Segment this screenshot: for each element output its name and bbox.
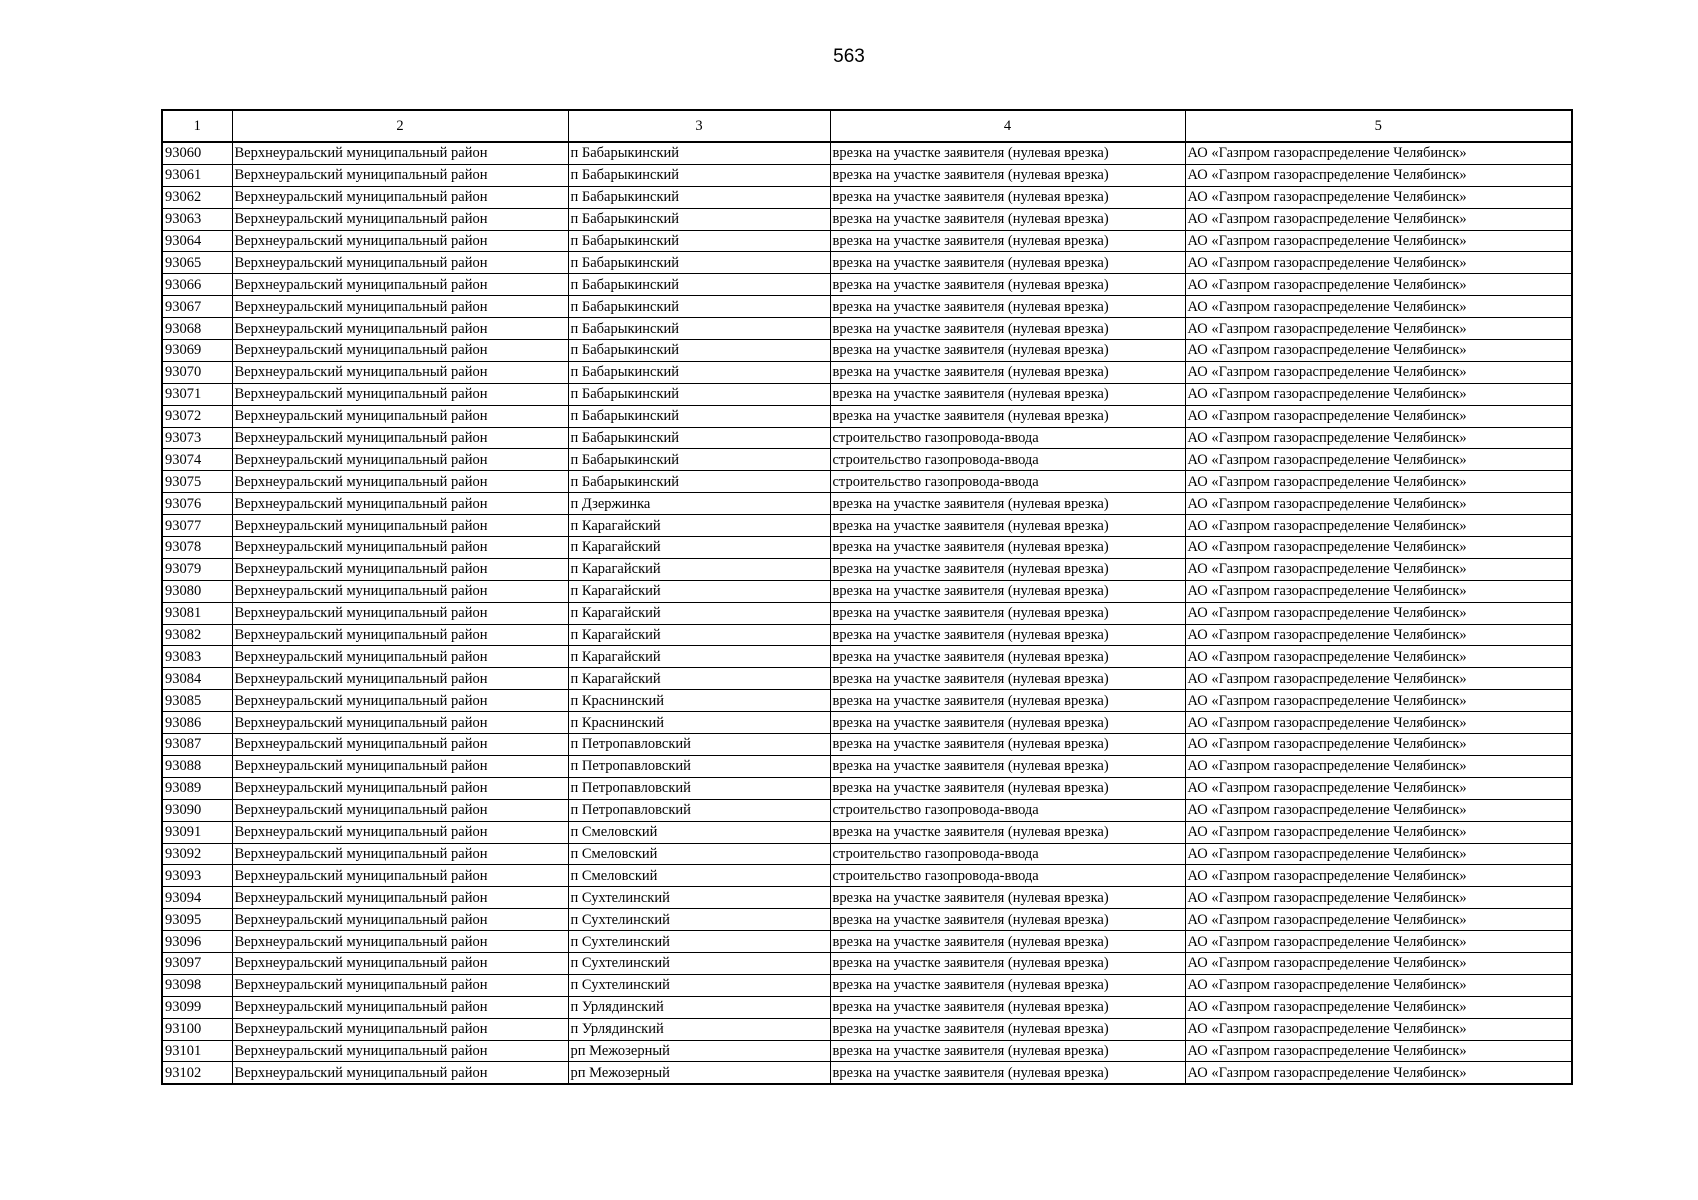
table-row [162, 427, 1572, 449]
settlement-cell: п Бабарыкинский [568, 361, 830, 383]
settlement-cell: рп Межозерный [568, 1062, 830, 1084]
settlement-cell: п Карагайский [568, 537, 830, 559]
table-row [162, 755, 1572, 777]
table-row [162, 1062, 1572, 1084]
settlement-cell: п Сухтелинский [568, 952, 830, 974]
row-number-cell: 93087 [162, 734, 232, 756]
row-number-cell: 93081 [162, 602, 232, 624]
table-row [162, 602, 1572, 624]
settlement-cell: п Урлядинский [568, 996, 830, 1018]
organization-cell: АО «Газпром газораспределение Челябинск» [1185, 1062, 1572, 1084]
work-type-cell: строительство газопровода-ввода [830, 427, 1185, 449]
table-row [162, 493, 1572, 515]
district-cell: Верхнеуральский муниципальный район [232, 208, 568, 230]
organization-cell: АО «Газпром газораспределение Челябинск» [1185, 537, 1572, 559]
table-row [162, 843, 1572, 865]
header-row [162, 110, 1572, 142]
work-type-cell: строительство газопровода-ввода [830, 843, 1185, 865]
settlement-cell: п Бабарыкинский [568, 142, 830, 164]
settlement-cell: п Петропавловский [568, 777, 830, 799]
work-type-cell: врезка на участке заявителя (нулевая врезка) [830, 974, 1185, 996]
table-row [162, 887, 1572, 909]
organization-cell: АО «Газпром газораспределение Челябинск» [1185, 515, 1572, 537]
row-number-cell: 93084 [162, 668, 232, 690]
row-number-cell: 93100 [162, 1018, 232, 1040]
organization-cell: АО «Газпром газораспределение Челябинск» [1185, 230, 1572, 252]
row-number-cell: 93067 [162, 296, 232, 318]
work-type-cell: врезка на участке заявителя (нулевая врезка) [830, 690, 1185, 712]
row-number-cell: 93101 [162, 1040, 232, 1062]
table-body [162, 142, 1572, 1084]
settlement-cell: п Карагайский [568, 580, 830, 602]
settlement-cell: рп Межозерный [568, 1040, 830, 1062]
table-row [162, 558, 1572, 580]
work-type-cell: строительство газопровода-ввода [830, 449, 1185, 471]
row-number-cell: 93068 [162, 318, 232, 340]
organization-cell: АО «Газпром газораспределение Челябинск» [1185, 974, 1572, 996]
row-number-cell: 93064 [162, 230, 232, 252]
row-number-cell: 93086 [162, 712, 232, 734]
organization-cell: АО «Газпром газораспределение Челябинск» [1185, 361, 1572, 383]
settlement-cell: п Бабарыкинский [568, 208, 830, 230]
row-number-cell: 93083 [162, 646, 232, 668]
row-number-cell: 93060 [162, 142, 232, 164]
organization-cell: АО «Газпром газораспределение Челябинск» [1185, 821, 1572, 843]
work-type-cell: врезка на участке заявителя (нулевая врезка) [830, 668, 1185, 690]
registry-table [161, 109, 1573, 1085]
row-number-cell: 93082 [162, 624, 232, 646]
organization-cell: АО «Газпром газораспределение Челябинск» [1185, 1018, 1572, 1040]
work-type-cell: врезка на участке заявителя (нулевая врезка) [830, 296, 1185, 318]
work-type-cell: строительство газопровода-ввода [830, 865, 1185, 887]
table-row [162, 646, 1572, 668]
row-number-cell: 93080 [162, 580, 232, 602]
district-cell: Верхнеуральский муниципальный район [232, 821, 568, 843]
district-cell: Верхнеуральский муниципальный район [232, 361, 568, 383]
settlement-cell: п Бабарыкинский [568, 405, 830, 427]
table-row [162, 340, 1572, 362]
organization-cell: АО «Газпром газораспределение Челябинск» [1185, 449, 1572, 471]
work-type-cell: врезка на участке заявителя (нулевая врезка) [830, 164, 1185, 186]
work-type-cell: врезка на участке заявителя (нулевая врезка) [830, 274, 1185, 296]
organization-cell: АО «Газпром газораспределение Челябинск» [1185, 996, 1572, 1018]
settlement-cell: п Карагайский [568, 646, 830, 668]
work-type-cell: врезка на участке заявителя (нулевая врезка) [830, 580, 1185, 602]
row-number-cell: 93077 [162, 515, 232, 537]
table-row [162, 668, 1572, 690]
table-row [162, 186, 1572, 208]
work-type-cell: врезка на участке заявителя (нулевая врезка) [830, 1018, 1185, 1040]
work-type-cell: врезка на участке заявителя (нулевая врезка) [830, 537, 1185, 559]
settlement-cell: п Смеловский [568, 821, 830, 843]
table-row [162, 252, 1572, 274]
organization-cell: АО «Газпром газораспределение Челябинск» [1185, 471, 1572, 493]
settlement-cell: п Бабарыкинский [568, 252, 830, 274]
organization-cell: АО «Газпром газораспределение Челябинск» [1185, 602, 1572, 624]
settlement-cell: п Карагайский [568, 602, 830, 624]
work-type-cell: врезка на участке заявителя (нулевая врезка) [830, 624, 1185, 646]
work-type-cell: врезка на участке заявителя (нулевая врезка) [830, 318, 1185, 340]
work-type-cell: врезка на участке заявителя (нулевая врезка) [830, 712, 1185, 734]
settlement-cell: п Карагайский [568, 558, 830, 580]
row-number-cell: 93089 [162, 777, 232, 799]
settlement-cell: п Смеловский [568, 843, 830, 865]
table-row [162, 274, 1572, 296]
table-row [162, 405, 1572, 427]
table-row [162, 1040, 1572, 1062]
district-cell: Верхнеуральский муниципальный район [232, 712, 568, 734]
settlement-cell: п Сухтелинский [568, 931, 830, 953]
row-number-cell: 93076 [162, 493, 232, 515]
work-type-cell: врезка на участке заявителя (нулевая врезка) [830, 142, 1185, 164]
work-type-cell: врезка на участке заявителя (нулевая врезка) [830, 493, 1185, 515]
organization-cell: АО «Газпром газораспределение Челябинск» [1185, 712, 1572, 734]
district-cell: Верхнеуральский муниципальный район [232, 515, 568, 537]
row-number-cell: 93091 [162, 821, 232, 843]
work-type-cell: врезка на участке заявителя (нулевая врезка) [830, 361, 1185, 383]
settlement-cell: п Сухтелинский [568, 909, 830, 931]
table-row [162, 690, 1572, 712]
row-number-cell: 93063 [162, 208, 232, 230]
row-number-cell: 93094 [162, 887, 232, 909]
organization-cell: АО «Газпром газораспределение Челябинск» [1185, 952, 1572, 974]
settlement-cell: п Бабарыкинский [568, 318, 830, 340]
district-cell: Верхнеуральский муниципальный район [232, 471, 568, 493]
work-type-cell: врезка на участке заявителя (нулевая врезка) [830, 558, 1185, 580]
district-cell: Верхнеуральский муниципальный район [232, 164, 568, 186]
row-number-cell: 93070 [162, 361, 232, 383]
district-cell: Верхнеуральский муниципальный район [232, 318, 568, 340]
district-cell: Верхнеуральский муниципальный район [232, 580, 568, 602]
table-row [162, 537, 1572, 559]
settlement-cell: п Сухтелинский [568, 974, 830, 996]
row-number-cell: 93092 [162, 843, 232, 865]
table-row [162, 777, 1572, 799]
page-number: 563 [833, 46, 865, 67]
table-row [162, 208, 1572, 230]
district-cell: Верхнеуральский муниципальный район [232, 340, 568, 362]
work-type-cell: врезка на участке заявителя (нулевая врезка) [830, 777, 1185, 799]
district-cell: Верхнеуральский муниципальный район [232, 668, 568, 690]
organization-cell: АО «Газпром газораспределение Челябинск» [1185, 1040, 1572, 1062]
settlement-cell: п Петропавловский [568, 755, 830, 777]
district-cell: Верхнеуральский муниципальный район [232, 405, 568, 427]
organization-cell: АО «Газпром газораспределение Челябинск» [1185, 318, 1572, 340]
settlement-cell: п Урлядинский [568, 1018, 830, 1040]
district-cell: Верхнеуральский муниципальный район [232, 952, 568, 974]
row-number-cell: 93071 [162, 383, 232, 405]
district-cell: Верхнеуральский муниципальный район [232, 1062, 568, 1084]
district-cell: Верхнеуральский муниципальный район [232, 799, 568, 821]
work-type-cell: врезка на участке заявителя (нулевая врезка) [830, 909, 1185, 931]
organization-cell: АО «Газпром газораспределение Челябинск» [1185, 142, 1572, 164]
settlement-cell: п Бабарыкинский [568, 427, 830, 449]
row-number-cell: 93102 [162, 1062, 232, 1084]
district-cell: Верхнеуральский муниципальный район [232, 449, 568, 471]
work-type-cell: врезка на участке заявителя (нулевая врезка) [830, 931, 1185, 953]
district-cell: Верхнеуральский муниципальный район [232, 383, 568, 405]
table-row [162, 383, 1572, 405]
settlement-cell: п Карагайский [568, 624, 830, 646]
district-cell: Верхнеуральский муниципальный район [232, 777, 568, 799]
table-row [162, 909, 1572, 931]
work-type-cell: врезка на участке заявителя (нулевая врезка) [830, 340, 1185, 362]
row-number-cell: 93085 [162, 690, 232, 712]
table-row [162, 318, 1572, 340]
row-number-cell: 93069 [162, 340, 232, 362]
work-type-cell: врезка на участке заявителя (нулевая врезка) [830, 1062, 1185, 1084]
row-number-cell: 93079 [162, 558, 232, 580]
work-type-cell: врезка на участке заявителя (нулевая врезка) [830, 383, 1185, 405]
row-number-cell: 93095 [162, 909, 232, 931]
district-cell: Верхнеуральский муниципальный район [232, 602, 568, 624]
table-row [162, 142, 1572, 164]
row-number-cell: 93078 [162, 537, 232, 559]
work-type-cell: строительство газопровода-ввода [830, 799, 1185, 821]
organization-cell: АО «Газпром газораспределение Челябинск» [1185, 755, 1572, 777]
organization-cell: АО «Газпром газораспределение Челябинск» [1185, 777, 1572, 799]
work-type-cell: врезка на участке заявителя (нулевая врезка) [830, 734, 1185, 756]
organization-cell: АО «Газпром газораспределение Челябинск» [1185, 186, 1572, 208]
row-number-cell: 93073 [162, 427, 232, 449]
organization-cell: АО «Газпром газораспределение Челябинск» [1185, 799, 1572, 821]
table-row [162, 296, 1572, 318]
settlement-cell: п Петропавловский [568, 799, 830, 821]
row-number-cell: 93096 [162, 931, 232, 953]
table-row [162, 974, 1572, 996]
settlement-cell: п Бабарыкинский [568, 274, 830, 296]
district-cell: Верхнеуральский муниципальный район [232, 274, 568, 296]
organization-cell: АО «Газпром газораспределение Челябинск» [1185, 340, 1572, 362]
work-type-cell: врезка на участке заявителя (нулевая врезка) [830, 208, 1185, 230]
table-row [162, 361, 1572, 383]
organization-cell: АО «Газпром газораспределение Челябинск» [1185, 493, 1572, 515]
settlement-cell: п Бабарыкинский [568, 340, 830, 362]
column-header-5: 5 [1185, 110, 1572, 142]
row-number-cell: 93065 [162, 252, 232, 274]
organization-cell: АО «Газпром газораспределение Челябинск» [1185, 690, 1572, 712]
district-cell: Верхнеуральский муниципальный район [232, 186, 568, 208]
organization-cell: АО «Газпром газораспределение Челябинск» [1185, 580, 1572, 602]
work-type-cell: врезка на участке заявителя (нулевая врезка) [830, 996, 1185, 1018]
settlement-cell: п Краснинский [568, 712, 830, 734]
district-cell: Верхнеуральский муниципальный район [232, 1040, 568, 1062]
district-cell: Верхнеуральский муниципальный район [232, 558, 568, 580]
table-row [162, 624, 1572, 646]
row-number-cell: 93090 [162, 799, 232, 821]
work-type-cell: врезка на участке заявителя (нулевая врезка) [830, 230, 1185, 252]
organization-cell: АО «Газпром газораспределение Челябинск» [1185, 164, 1572, 186]
organization-cell: АО «Газпром газораспределение Челябинск» [1185, 668, 1572, 690]
settlement-cell: п Карагайский [568, 515, 830, 537]
settlement-cell: п Краснинский [568, 690, 830, 712]
district-cell: Верхнеуральский муниципальный район [232, 734, 568, 756]
organization-cell: АО «Газпром газораспределение Челябинск» [1185, 296, 1572, 318]
row-number-cell: 93088 [162, 755, 232, 777]
row-number-cell: 93097 [162, 952, 232, 974]
table-row [162, 164, 1572, 186]
settlement-cell: п Сухтелинский [568, 887, 830, 909]
settlement-cell: п Бабарыкинский [568, 296, 830, 318]
work-type-cell: врезка на участке заявителя (нулевая врезка) [830, 887, 1185, 909]
organization-cell: АО «Газпром газораспределение Челябинск» [1185, 383, 1572, 405]
district-cell: Верхнеуральский муниципальный район [232, 537, 568, 559]
organization-cell: АО «Газпром газораспределение Челябинск» [1185, 646, 1572, 668]
district-cell: Верхнеуральский муниципальный район [232, 1018, 568, 1040]
settlement-cell: п Бабарыкинский [568, 449, 830, 471]
work-type-cell: врезка на участке заявителя (нулевая врезка) [830, 515, 1185, 537]
district-cell: Верхнеуральский муниципальный район [232, 624, 568, 646]
row-number-cell: 93075 [162, 471, 232, 493]
district-cell: Верхнеуральский муниципальный район [232, 755, 568, 777]
row-number-cell: 93074 [162, 449, 232, 471]
district-cell: Верхнеуральский муниципальный район [232, 974, 568, 996]
settlement-cell: п Бабарыкинский [568, 230, 830, 252]
organization-cell: АО «Газпром газораспределение Челябинск» [1185, 734, 1572, 756]
table-row [162, 821, 1572, 843]
work-type-cell: врезка на участке заявителя (нулевая врезка) [830, 646, 1185, 668]
settlement-cell: п Бабарыкинский [568, 164, 830, 186]
settlement-cell: п Дзержинка [568, 493, 830, 515]
column-header-4: 4 [830, 110, 1185, 142]
table-row [162, 471, 1572, 493]
table-row [162, 799, 1572, 821]
work-type-cell: врезка на участке заявителя (нулевая врезка) [830, 405, 1185, 427]
table-row [162, 996, 1572, 1018]
table-row [162, 1018, 1572, 1040]
settlement-cell: п Бабарыкинский [568, 471, 830, 493]
row-number-cell: 93072 [162, 405, 232, 427]
row-number-cell: 93066 [162, 274, 232, 296]
district-cell: Верхнеуральский муниципальный район [232, 865, 568, 887]
column-header-1: 1 [162, 110, 232, 142]
table-row [162, 515, 1572, 537]
settlement-cell: п Бабарыкинский [568, 186, 830, 208]
organization-cell: АО «Газпром газораспределение Челябинск» [1185, 931, 1572, 953]
column-header-3: 3 [568, 110, 830, 142]
district-cell: Верхнеуральский муниципальный район [232, 142, 568, 164]
row-number-cell: 93093 [162, 865, 232, 887]
district-cell: Верхнеуральский муниципальный район [232, 887, 568, 909]
column-header-2: 2 [232, 110, 568, 142]
organization-cell: АО «Газпром газораспределение Челябинск» [1185, 427, 1572, 449]
organization-cell: АО «Газпром газораспределение Челябинск» [1185, 252, 1572, 274]
organization-cell: АО «Газпром газораспределение Челябинск» [1185, 405, 1572, 427]
settlement-cell: п Карагайский [568, 668, 830, 690]
work-type-cell: врезка на участке заявителя (нулевая врезка) [830, 821, 1185, 843]
row-number-cell: 93061 [162, 164, 232, 186]
table-header [162, 110, 1572, 142]
organization-cell: АО «Газпром газораспределение Челябинск» [1185, 208, 1572, 230]
work-type-cell: врезка на участке заявителя (нулевая врезка) [830, 1040, 1185, 1062]
district-cell: Верхнеуральский муниципальный район [232, 252, 568, 274]
district-cell: Верхнеуральский муниципальный район [232, 493, 568, 515]
table-row [162, 865, 1572, 887]
organization-cell: АО «Газпром газораспределение Челябинск» [1185, 865, 1572, 887]
organization-cell: АО «Газпром газораспределение Челябинск» [1185, 624, 1572, 646]
table-row [162, 230, 1572, 252]
table-row [162, 580, 1572, 602]
district-cell: Верхнеуральский муниципальный район [232, 690, 568, 712]
row-number-cell: 93062 [162, 186, 232, 208]
table-row [162, 931, 1572, 953]
settlement-cell: п Смеловский [568, 865, 830, 887]
row-number-cell: 93098 [162, 974, 232, 996]
organization-cell: АО «Газпром газораспределение Челябинск» [1185, 274, 1572, 296]
district-cell: Верхнеуральский муниципальный район [232, 230, 568, 252]
organization-cell: АО «Газпром газораспределение Челябинск» [1185, 843, 1572, 865]
work-type-cell: строительство газопровода-ввода [830, 471, 1185, 493]
work-type-cell: врезка на участке заявителя (нулевая врезка) [830, 755, 1185, 777]
district-cell: Верхнеуральский муниципальный район [232, 296, 568, 318]
district-cell: Верхнеуральский муниципальный район [232, 996, 568, 1018]
work-type-cell: врезка на участке заявителя (нулевая врезка) [830, 952, 1185, 974]
table-row [162, 734, 1572, 756]
table-row [162, 449, 1572, 471]
district-cell: Верхнеуральский муниципальный район [232, 909, 568, 931]
row-number-cell: 93099 [162, 996, 232, 1018]
table-row [162, 952, 1572, 974]
table-row [162, 712, 1572, 734]
work-type-cell: врезка на участке заявителя (нулевая врезка) [830, 186, 1185, 208]
district-cell: Верхнеуральский муниципальный район [232, 843, 568, 865]
work-type-cell: врезка на участке заявителя (нулевая врезка) [830, 602, 1185, 624]
district-cell: Верхнеуральский муниципальный район [232, 427, 568, 449]
settlement-cell: п Бабарыкинский [568, 383, 830, 405]
district-cell: Верхнеуральский муниципальный район [232, 931, 568, 953]
settlement-cell: п Петропавловский [568, 734, 830, 756]
work-type-cell: врезка на участке заявителя (нулевая врезка) [830, 252, 1185, 274]
organization-cell: АО «Газпром газораспределение Челябинск» [1185, 558, 1572, 580]
district-cell: Верхнеуральский муниципальный район [232, 646, 568, 668]
organization-cell: АО «Газпром газораспределение Челябинск» [1185, 909, 1572, 931]
organization-cell: АО «Газпром газораспределение Челябинск» [1185, 887, 1572, 909]
